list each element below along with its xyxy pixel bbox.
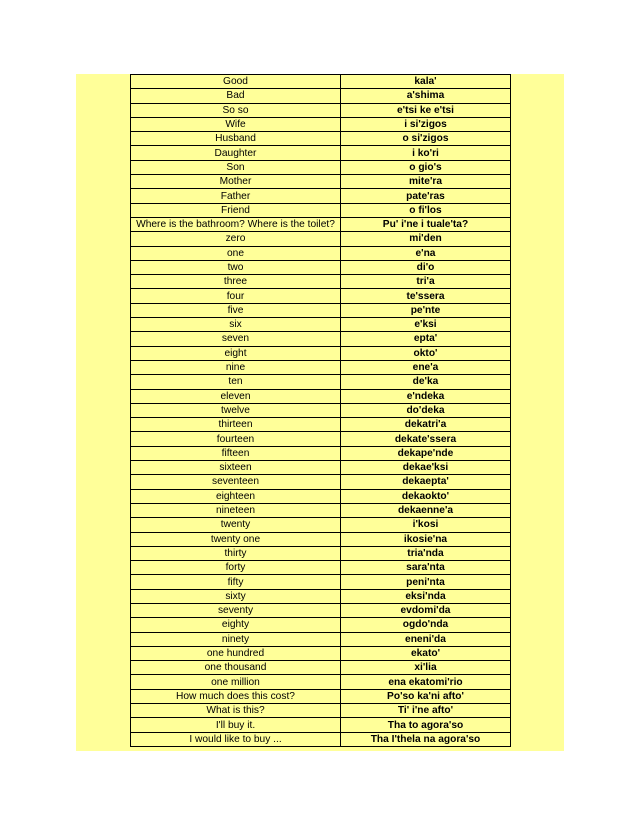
table-row bbox=[131, 89, 511, 103]
greek-phrase-cell: dekae'ksi bbox=[341, 461, 511, 475]
table-row bbox=[131, 575, 511, 589]
table-row bbox=[131, 646, 511, 660]
table-row bbox=[131, 332, 511, 346]
english-phrase-cell: thirteen bbox=[131, 418, 341, 432]
english-phrase-cell: one bbox=[131, 246, 341, 260]
table-row bbox=[131, 175, 511, 189]
greek-phrase-cell: sara'nta bbox=[341, 561, 511, 575]
english-phrase-cell: Friend bbox=[131, 203, 341, 217]
greek-phrase-cell: epta' bbox=[341, 332, 511, 346]
english-phrase-cell: Daughter bbox=[131, 146, 341, 160]
table-row bbox=[131, 303, 511, 317]
table-row bbox=[131, 418, 511, 432]
table-row bbox=[131, 232, 511, 246]
english-phrase-cell: So so bbox=[131, 103, 341, 117]
greek-phrase-cell: te'ssera bbox=[341, 289, 511, 303]
english-phrase-cell: Mother bbox=[131, 175, 341, 189]
greek-phrase-cell: evdomi'da bbox=[341, 603, 511, 617]
greek-phrase-cell: ogdo'nda bbox=[341, 618, 511, 632]
table-row bbox=[131, 675, 511, 689]
phrase-table bbox=[130, 74, 511, 747]
greek-phrase-cell: o si'zigos bbox=[341, 132, 511, 146]
table-row bbox=[131, 632, 511, 646]
table-row bbox=[131, 160, 511, 174]
english-phrase-cell: thirty bbox=[131, 546, 341, 560]
english-phrase-cell: fourteen bbox=[131, 432, 341, 446]
table-row bbox=[131, 503, 511, 517]
english-phrase-cell: eighteen bbox=[131, 489, 341, 503]
table-row bbox=[131, 146, 511, 160]
table-row bbox=[131, 117, 511, 131]
english-phrase-cell: Husband bbox=[131, 132, 341, 146]
english-phrase-cell: seventeen bbox=[131, 475, 341, 489]
english-phrase-cell: twenty one bbox=[131, 532, 341, 546]
greek-phrase-cell: de'ka bbox=[341, 375, 511, 389]
english-phrase-cell: Good bbox=[131, 75, 341, 89]
greek-phrase-cell: i si'zigos bbox=[341, 117, 511, 131]
greek-phrase-cell: e'ksi bbox=[341, 318, 511, 332]
english-phrase-cell: one hundred bbox=[131, 646, 341, 660]
table-row bbox=[131, 718, 511, 732]
table-row bbox=[131, 518, 511, 532]
english-phrase-cell: Wife bbox=[131, 117, 341, 131]
table-row bbox=[131, 403, 511, 417]
greek-phrase-cell: di'o bbox=[341, 260, 511, 274]
table-row bbox=[131, 618, 511, 632]
greek-phrase-cell: tri'a bbox=[341, 275, 511, 289]
greek-phrase-cell: Tha to agora'so bbox=[341, 718, 511, 732]
english-phrase-cell: one thousand bbox=[131, 661, 341, 675]
table-row bbox=[131, 132, 511, 146]
english-phrase-cell: sixty bbox=[131, 589, 341, 603]
greek-phrase-cell: Pu' i'ne i tuale'ta? bbox=[341, 217, 511, 231]
greek-phrase-cell: xi'lia bbox=[341, 661, 511, 675]
table-row bbox=[131, 446, 511, 460]
greek-phrase-cell: ekato' bbox=[341, 646, 511, 660]
greek-phrase-cell: dekatri'a bbox=[341, 418, 511, 432]
table-row bbox=[131, 661, 511, 675]
greek-phrase-cell: tria'nda bbox=[341, 546, 511, 560]
table-row bbox=[131, 461, 511, 475]
english-phrase-cell: seventy bbox=[131, 603, 341, 617]
english-phrase-cell: three bbox=[131, 275, 341, 289]
table-row bbox=[131, 389, 511, 403]
table-row bbox=[131, 246, 511, 260]
english-phrase-cell: seven bbox=[131, 332, 341, 346]
table-row bbox=[131, 546, 511, 560]
greek-phrase-cell: dekape'nde bbox=[341, 446, 511, 460]
greek-phrase-cell: e'na bbox=[341, 246, 511, 260]
table-row bbox=[131, 203, 511, 217]
table-row bbox=[131, 360, 511, 374]
greek-phrase-cell: i ko'ri bbox=[341, 146, 511, 160]
english-phrase-cell: ninety bbox=[131, 632, 341, 646]
table-row bbox=[131, 689, 511, 703]
greek-phrase-cell: o fi'los bbox=[341, 203, 511, 217]
greek-phrase-cell: kala' bbox=[341, 75, 511, 89]
table-row bbox=[131, 217, 511, 231]
table-row bbox=[131, 75, 511, 89]
english-phrase-cell: zero bbox=[131, 232, 341, 246]
greek-phrase-cell: peni'nta bbox=[341, 575, 511, 589]
table-row bbox=[131, 732, 511, 746]
english-phrase-cell: I would like to buy ... bbox=[131, 732, 341, 746]
greek-phrase-cell: eksi'nda bbox=[341, 589, 511, 603]
greek-phrase-cell: ene'a bbox=[341, 360, 511, 374]
table-row bbox=[131, 561, 511, 575]
english-phrase-cell: four bbox=[131, 289, 341, 303]
english-phrase-cell: eleven bbox=[131, 389, 341, 403]
greek-phrase-cell: do'deka bbox=[341, 403, 511, 417]
english-phrase-cell: Son bbox=[131, 160, 341, 174]
english-phrase-cell: nineteen bbox=[131, 503, 341, 517]
table-row bbox=[131, 260, 511, 274]
english-phrase-cell: fifty bbox=[131, 575, 341, 589]
english-phrase-cell: one million bbox=[131, 675, 341, 689]
english-phrase-cell: Father bbox=[131, 189, 341, 203]
english-phrase-cell: five bbox=[131, 303, 341, 317]
greek-phrase-cell: dekaokto' bbox=[341, 489, 511, 503]
table-row bbox=[131, 603, 511, 617]
english-phrase-cell: two bbox=[131, 260, 341, 274]
greek-phrase-cell: Ti' i'ne afto' bbox=[341, 704, 511, 718]
greek-phrase-cell: o gio's bbox=[341, 160, 511, 174]
english-phrase-cell: twenty bbox=[131, 518, 341, 532]
table-row bbox=[131, 589, 511, 603]
greek-phrase-cell: dekaenne'a bbox=[341, 503, 511, 517]
greek-phrase-cell: Tha I'thela na agora'so bbox=[341, 732, 511, 746]
greek-phrase-cell: Po'so ka'ni afto' bbox=[341, 689, 511, 703]
greek-phrase-cell: a'shima bbox=[341, 89, 511, 103]
phrase-table-body bbox=[131, 75, 511, 747]
greek-phrase-cell: pate'ras bbox=[341, 189, 511, 203]
greek-phrase-cell: pe'nte bbox=[341, 303, 511, 317]
english-phrase-cell: twelve bbox=[131, 403, 341, 417]
english-phrase-cell: eighty bbox=[131, 618, 341, 632]
greek-phrase-cell: mi'den bbox=[341, 232, 511, 246]
english-phrase-cell: ten bbox=[131, 375, 341, 389]
table-row bbox=[131, 704, 511, 718]
greek-phrase-cell: dekate'ssera bbox=[341, 432, 511, 446]
greek-phrase-cell: mite'ra bbox=[341, 175, 511, 189]
table-row bbox=[131, 532, 511, 546]
english-phrase-cell: fifteen bbox=[131, 446, 341, 460]
table-row bbox=[131, 103, 511, 117]
table-row bbox=[131, 318, 511, 332]
english-phrase-cell: Bad bbox=[131, 89, 341, 103]
english-phrase-cell: I'll buy it. bbox=[131, 718, 341, 732]
table-row bbox=[131, 346, 511, 360]
table-row bbox=[131, 275, 511, 289]
table-row bbox=[131, 475, 511, 489]
table-row bbox=[131, 189, 511, 203]
english-phrase-cell: Where is the bathroom? Where is the toilet? bbox=[131, 217, 341, 231]
english-phrase-cell: What is this? bbox=[131, 704, 341, 718]
table-row bbox=[131, 489, 511, 503]
greek-phrase-cell: e'ndeka bbox=[341, 389, 511, 403]
greek-phrase-cell: eneni'da bbox=[341, 632, 511, 646]
english-phrase-cell: six bbox=[131, 318, 341, 332]
table-row bbox=[131, 289, 511, 303]
greek-phrase-cell: i'kosi bbox=[341, 518, 511, 532]
english-phrase-cell: nine bbox=[131, 360, 341, 374]
greek-phrase-cell: dekaepta' bbox=[341, 475, 511, 489]
table-row bbox=[131, 432, 511, 446]
english-phrase-cell: eight bbox=[131, 346, 341, 360]
english-phrase-cell: How much does this cost? bbox=[131, 689, 341, 703]
greek-phrase-cell: ena ekatomi'rio bbox=[341, 675, 511, 689]
english-phrase-cell: sixteen bbox=[131, 461, 341, 475]
english-phrase-cell: forty bbox=[131, 561, 341, 575]
greek-phrase-cell: ikosie'na bbox=[341, 532, 511, 546]
greek-phrase-cell: e'tsi ke e'tsi bbox=[341, 103, 511, 117]
greek-phrase-cell: okto' bbox=[341, 346, 511, 360]
table-row bbox=[131, 375, 511, 389]
